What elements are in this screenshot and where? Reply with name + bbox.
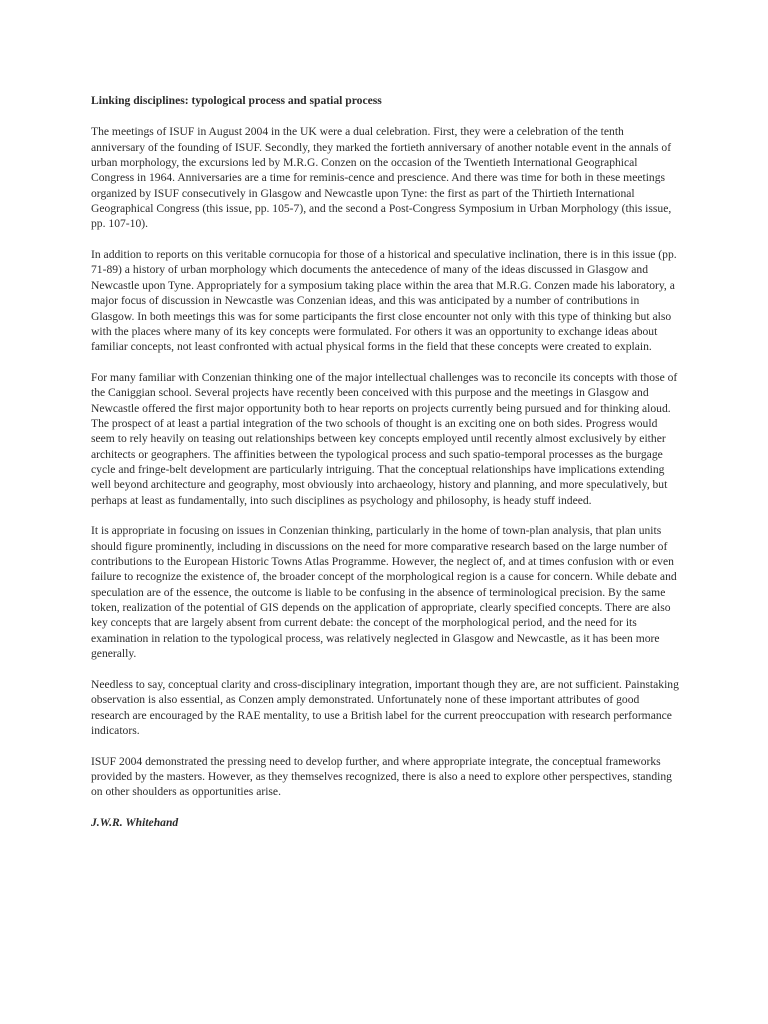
article-title: Linking disciplines: typological process and spatial process [91,94,382,107]
document-page [91,93,680,830]
paragraph-5: Needless to say, conceptual clarity and cross-disciplinary integration, important though they are, are not sufficient. Painstaking observation is also essential, as Conzen amply demonstrated. Unfortunately none of these important attributes of good research are encouraged by the RAE mentality, to use a British label for the current preoccupation with research performance indicators. [91,677,679,737]
paragraph-1: The meetings of ISUF in August 2004 in the UK were a dual celebration. First, they were a celebration of the tenth anniversary of the founding of ISUF. Secondly, they marked the fortieth anniversary of another notable event in the annals of urban morphology, the excursions led by M.R.G. Conzen on the occasion of the Twentieth International Geographical Congress in 1964. Anniversaries are a time for reminis-cence and prescience. And there was time for both in these meetings organized by ISUF consecutively in Glasgow and Newcastle upon Tyne: the first as part of the Thirtieth International Geographical Congress (this issue, pp. 105-7), and the second a Post-Congress Symposium in Urban Morphology (this issue, pp. 107-10). [91,125,672,231]
paragraph-3: For many familiar with Conzenian thinking one of the major intellectual challenges was to reconcile its concepts with those of the Caniggian school. Several projects have recently been conceived with this purpose and the meetings in Glasgow and Newcastle offered the first major opportunity both to hear reports on projects currently being pursued and for thinking aloud. The prospect of at least a partial integration of the two schools of thought is an exciting one on both sides. Progress would seem to rely heavily on teasing out relationships between key concepts employed until recently almost exclusively by either architects or geographers. The affinities between the typological process and such spatio-temporal processes as the burgage cycle and fringe-belt development are particularly intriguing. That the conceptual relationships have implications extending well beyond architecture and geography, most obviously into archaeology, history and planning, and more speculatively, but perhaps at least as fundamentally, into such disciplines as psychology and philosophy, is heady stuff indeed. [91,370,678,507]
paragraph-4: It is appropriate in focusing on issues in Conzenian thinking, particularly in the home of town-plan analysis, that plan units should figure prominently, including in discussions on the need for more comparative research based on the large number of contributions to the European Historic Towns Atlas Programme. However, the neglect of, and at times confusion with or even failure to recognize the existence of, the broader concept of the morphological region is a cause for concern. While debate and speculation are of the essence, the outcome is liable to be confusing in the absence of terminological precision. By the same token, realization of the potential of GIS depends on the application of appropriate, clearly specified concepts. There are also key concepts that are largely absent from current debate: the concept of the morphological period, and the need for its examination in relation to the typological process, was relatively neglected in Glasgow and Newcastle, as it has been more generally. [91,524,677,661]
paragraph-2: In addition to reports on this veritable cornucopia for those of a historical and speculative inclination, there is in this issue (pp. 71-89) a history of urban morphology which documents the antecedence of many of the ideas discussed in Glasgow and Newcastle upon Tyne. Appropriately for a symposium taking place within the area that M.R.G. Conzen made his laboratory, a major focus of discussion in Newcastle was Conzenian ideas, and this was anticipated by a number of contributions in Glasgow. In both meetings this was for some participants the first close encounter not only with this type of thinking but also with the places where many of its key concepts were formulated. For others it was an opportunity to exchange ideas about familiar concepts, not least confronted with actual physical forms in the field that these concepts were created to explain. [91,248,677,354]
paragraph-6: ISUF 2004 demonstrated the pressing need to develop further, and where appropriate integrate, the conceptual frameworks provided by the masters. However, as they themselves recognized, there is also a need to explore other perspectives, standing on other shoulders as opportunities arise. [91,754,672,799]
author-signature: J.W.R. Whitehand [91,816,179,830]
